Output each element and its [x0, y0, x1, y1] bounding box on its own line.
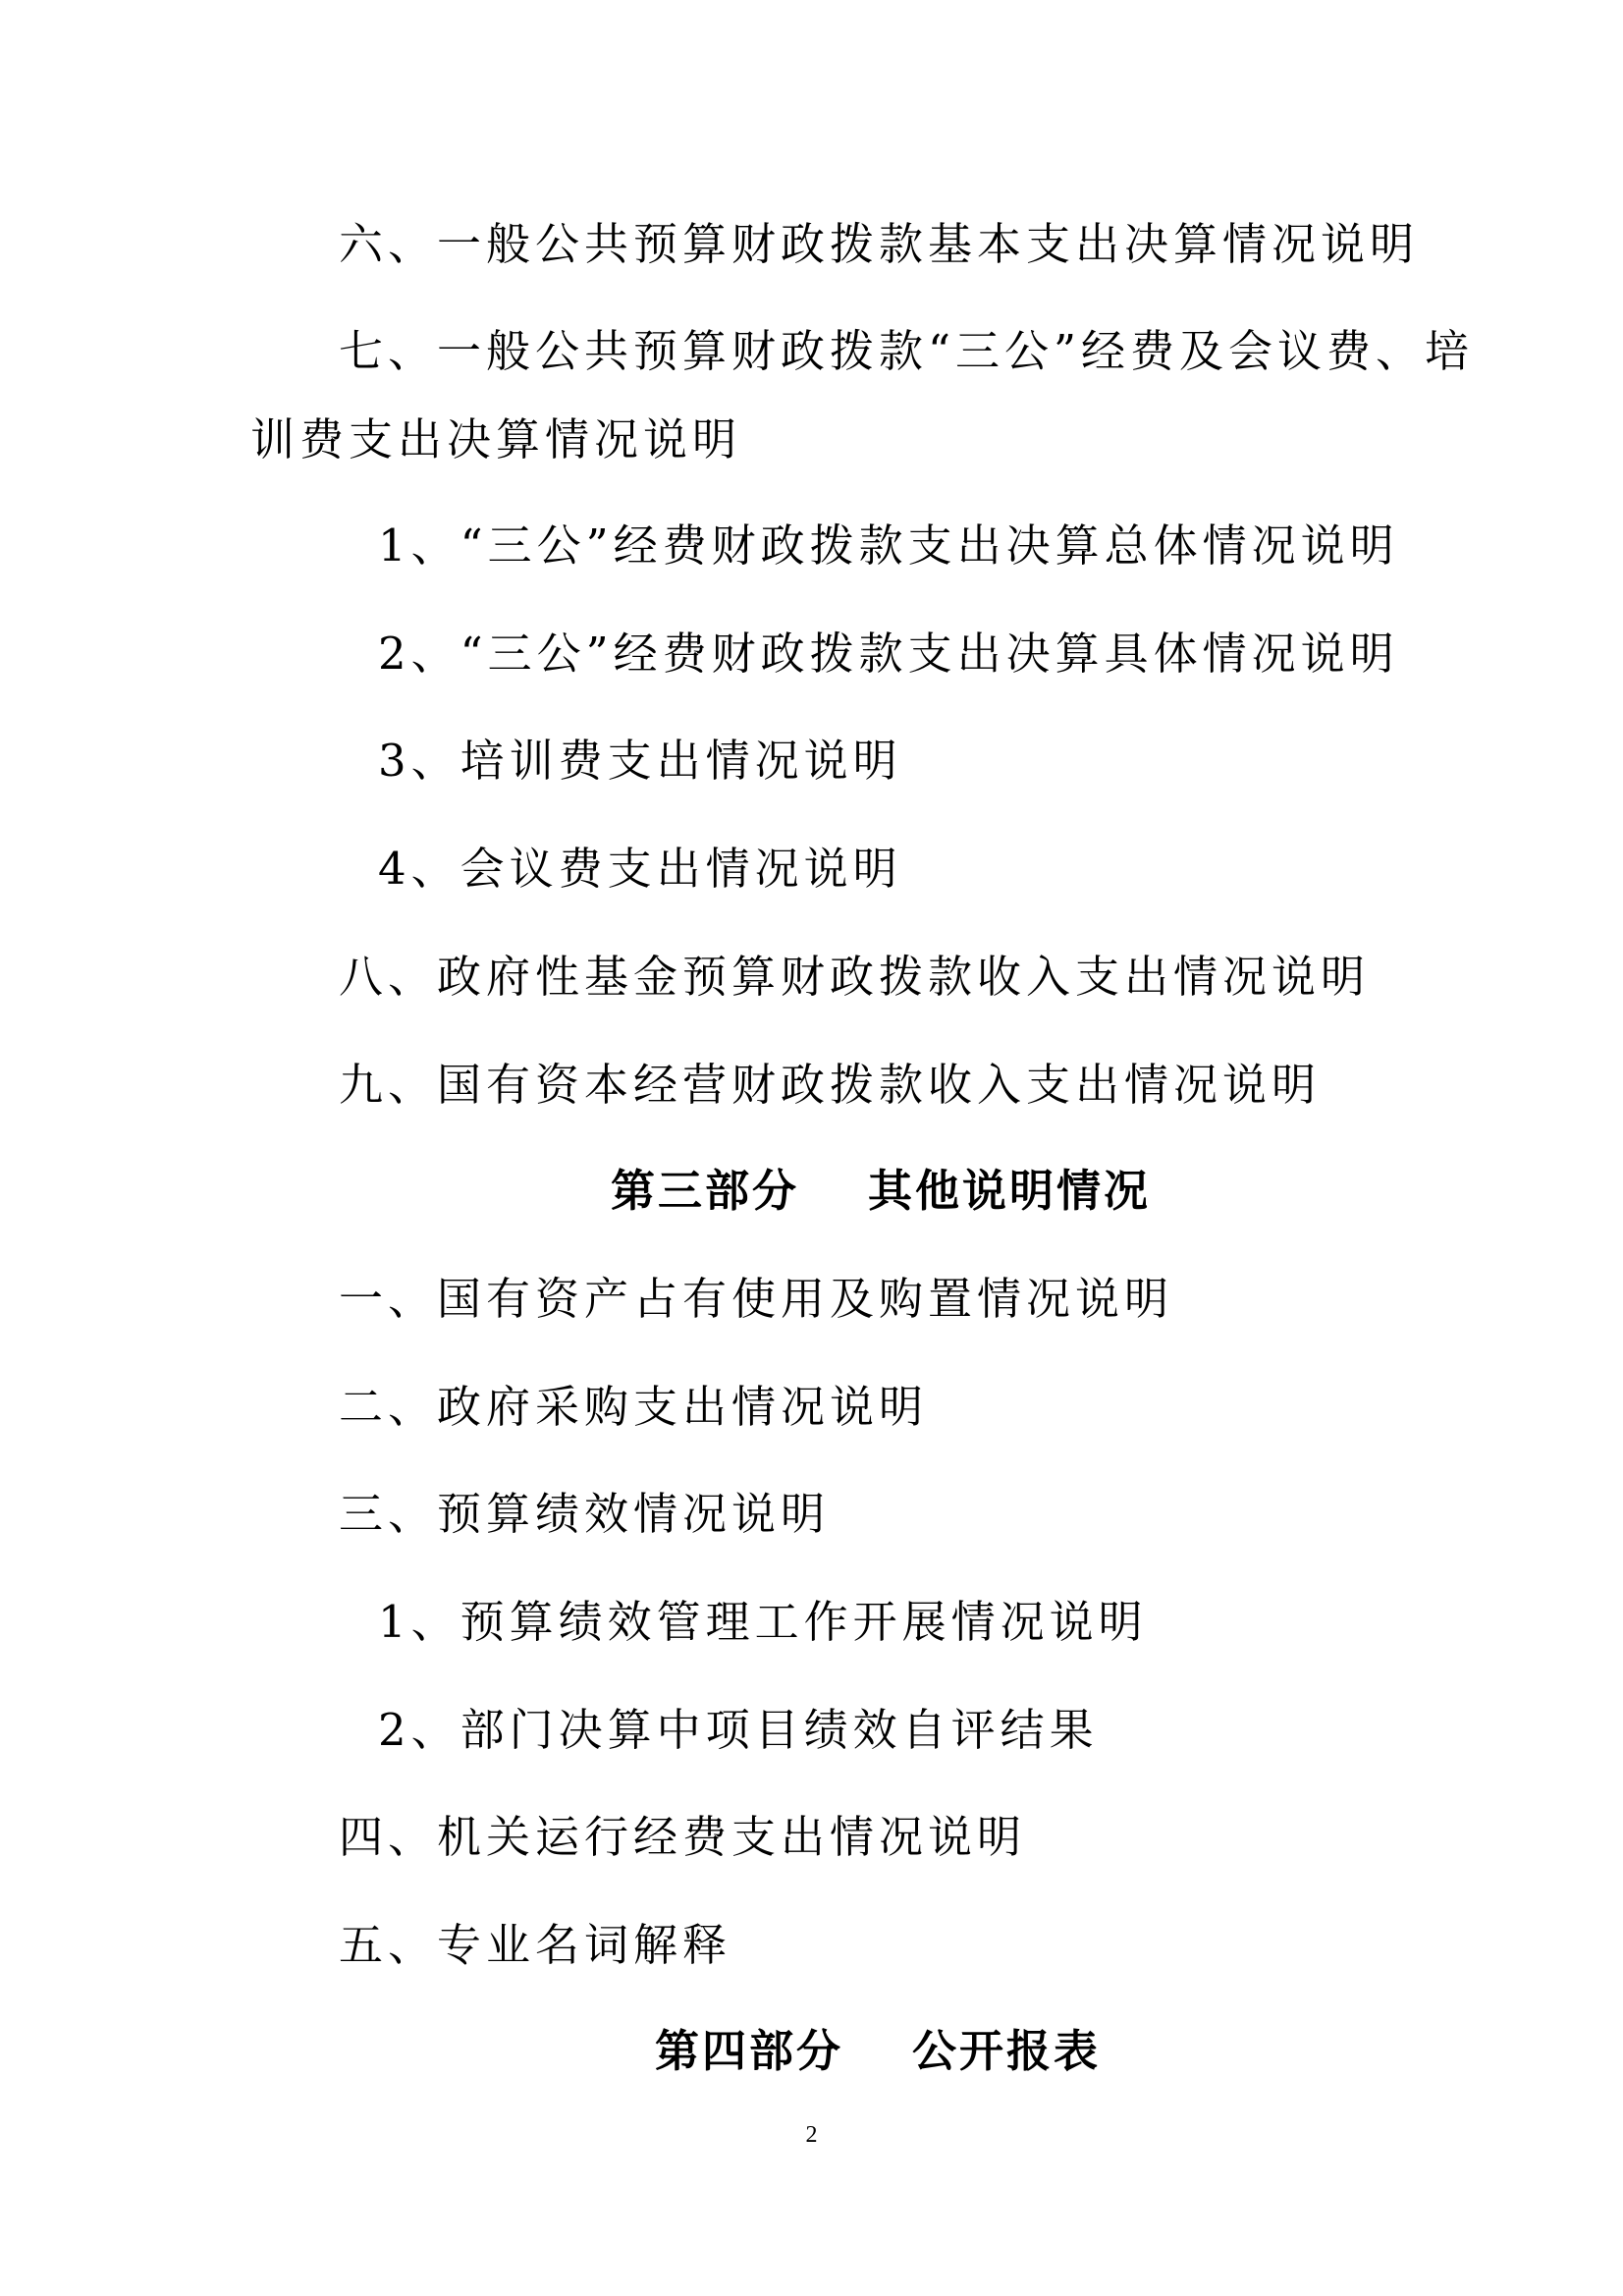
part4-heading: [655, 2025, 1102, 2077]
toc-subitem-seven-1: 1、“三公”经费财政拨款支出决算总体情况说明: [378, 519, 1399, 572]
toc-part3-item-four: 四、机关运行经费支出情况说明: [339, 1811, 1027, 1863]
page-number: 2: [805, 2122, 818, 2148]
toc-subitem-seven-2: 2、“三公”经费财政拨款支出决算具体情况说明: [378, 628, 1399, 680]
toc-item-six: 六、一般公共预算财政拨款基本支出决算情况说明: [339, 218, 1420, 270]
toc-part3-subitem-three-2: 2、部门决算中项目绩效自评结果: [378, 1704, 1099, 1756]
toc-item-eight: 八、政府性基金预算财政拨款收入支出情况说明: [339, 951, 1371, 1003]
toc-item-seven-line2: 训费支出决算情况说明: [250, 413, 742, 465]
toc-part3-item-three: 三、预算绩效情况说明: [339, 1488, 831, 1540]
toc-part3-subitem-three-1: 1、预算绩效管理工作开展情况说明: [378, 1596, 1148, 1648]
part3-label: 第三部分: [611, 1165, 800, 1217]
toc-part3-item-five: 五、专业名词解释: [339, 1919, 732, 1971]
toc-item-nine: 九、国有资本经营财政拨款收入支出情况说明: [339, 1059, 1322, 1111]
part4-title: 公开报表: [912, 2025, 1102, 2077]
toc-part3-item-two: 二、政府采购支出情况说明: [339, 1381, 929, 1433]
toc-item-seven-line1: 七、一般公共预算财政拨款“三公”经费及会议费、培: [339, 325, 1475, 377]
toc-subitem-seven-4: 4、会议费支出情况说明: [378, 843, 902, 895]
part3-heading: [611, 1165, 1152, 1217]
toc-subitem-seven-3: 3、培训费支出情况说明: [378, 735, 902, 787]
toc-part3-item-one: 一、国有资产占有使用及购置情况说明: [339, 1273, 1174, 1325]
part4-label: 第四部分: [655, 2025, 844, 2077]
part3-title: 其他说明情况: [868, 1165, 1152, 1217]
